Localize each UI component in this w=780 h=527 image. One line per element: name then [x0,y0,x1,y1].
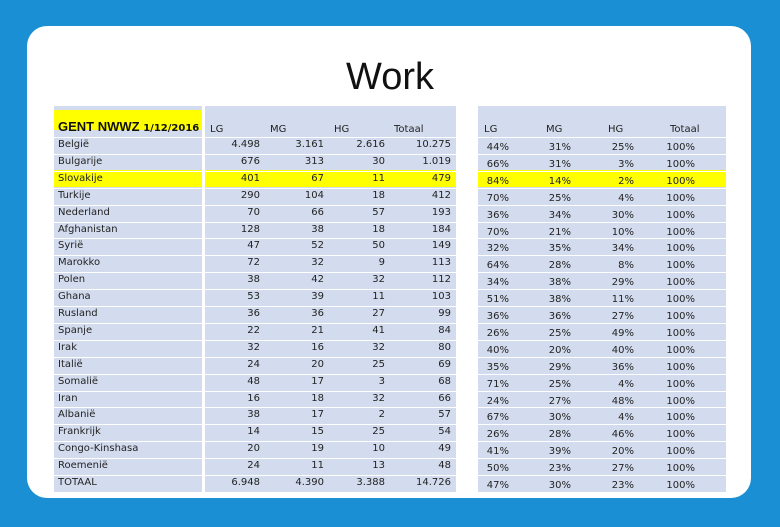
cell-mg: 36 [311,308,324,319]
cell-plg: 34% [486,277,509,288]
cell-pmg: 36% [548,311,571,322]
cell-mg: 17 [311,409,324,420]
row-label: Polen [58,274,86,285]
row-label: Roemenië [58,460,108,471]
cell-plg: 32% [486,243,509,254]
col-header-pct-totaal: Totaal [670,124,700,135]
cell-mg: 18 [311,393,324,404]
cell-plg: 40% [486,345,509,356]
cell-lg: 72 [247,257,260,268]
cell-mg: 11 [311,460,324,471]
cell-ptot: 100% [666,277,695,288]
row-divider [54,255,726,256]
cell-mg: 32 [311,257,324,268]
cell-mg: 104 [304,190,324,201]
cell-phg: 30% [611,210,634,221]
cell-tot: 184 [431,224,451,235]
cell-ptot: 100% [666,412,695,423]
cell-phg: 2% [618,176,634,187]
cell-hg: 50 [372,240,385,251]
row-divider [54,391,726,392]
cell-lg: 128 [240,224,260,235]
cell-plg: 50% [486,463,509,474]
cell-mg: 3.161 [295,139,324,150]
cell-ptot: 100% [666,379,695,390]
cell-hg: 3.388 [356,477,385,488]
cell-mg: 15 [311,426,324,437]
cell-mg: 66 [311,207,324,218]
cell-phg: 36% [611,362,634,373]
row-label: Congo-Kinshasa [58,443,139,454]
cell-lg: 24 [247,359,260,370]
row-label: Ghana [58,291,91,302]
cell-phg: 4% [618,193,634,204]
cell-mg: 39 [311,291,324,302]
cell-mg: 42 [311,274,324,285]
row-divider [54,154,726,155]
row-label: Italië [58,359,83,370]
cell-phg: 23% [611,480,634,491]
cell-tot: 54 [438,426,451,437]
cell-plg: 26% [486,328,509,339]
cell-lg: 38 [247,409,260,420]
cell-hg: 18 [372,190,385,201]
cell-hg: 25 [372,359,385,370]
data-table [54,106,726,492]
cell-phg: 11% [611,294,634,305]
table-header [58,119,199,134]
cell-tot: 1.019 [422,156,451,167]
cell-plg: 35% [486,362,509,373]
col-header-totaal: Totaal [394,124,424,135]
row-label: Frankrijk [58,426,101,437]
cell-pmg: 25% [548,379,571,390]
cell-hg: 32 [372,274,385,285]
row-label: Nederland [58,207,110,218]
cell-pmg: 30% [548,480,571,491]
row-label: TOTAAL [58,477,97,488]
header-date: 1/12/2016 [143,123,200,134]
row-divider [54,188,726,189]
row-divider [54,222,726,223]
cell-pmg: 25% [548,193,571,204]
row-divider [54,357,726,358]
cell-pmg: 38% [548,277,571,288]
cell-hg: 11 [372,173,385,184]
header-label: GENT NWWZ [58,119,140,134]
cell-pmg: 31% [548,142,571,153]
cell-plg: 64% [486,260,509,271]
cell-hg: 32 [372,393,385,404]
cell-pmg: 14% [548,176,571,187]
cell-plg: 36% [486,210,509,221]
cell-phg: 34% [611,243,634,254]
row-divider [54,441,726,442]
cell-phg: 48% [611,396,634,407]
cell-pmg: 21% [548,227,571,238]
col-header-pct-hg: HG [608,124,624,135]
cell-tot: 48 [438,460,451,471]
cell-lg: 53 [247,291,260,302]
cell-mg: 20 [311,359,324,370]
cell-hg: 30 [372,156,385,167]
row-label: Afghanistan [58,224,118,235]
cell-plg: 84% [486,176,509,187]
cell-mg: 38 [311,224,324,235]
cell-pmg: 23% [548,463,571,474]
cell-plg: 70% [486,193,509,204]
cell-ptot: 100% [666,311,695,322]
cell-plg: 67% [486,412,509,423]
cell-pmg: 30% [548,412,571,423]
cell-lg: 16 [247,393,260,404]
cell-lg: 22 [247,325,260,336]
cell-tot: 149 [431,240,451,251]
cell-plg: 71% [486,379,509,390]
cell-ptot: 100% [666,243,695,254]
row-divider [54,458,726,459]
row-divider [54,238,726,239]
cell-hg: 3 [378,376,385,387]
row-label: Bulgarije [58,156,103,167]
cell-mg: 313 [304,156,324,167]
row-label: Albanië [58,409,96,420]
cell-ptot: 100% [666,328,695,339]
cell-lg: 32 [247,342,260,353]
cell-ptot: 100% [666,193,695,204]
cell-lg: 676 [240,156,260,167]
cell-plg: 47% [486,480,509,491]
cell-hg: 13 [372,460,385,471]
cell-phg: 27% [611,463,634,474]
cell-lg: 70 [247,207,260,218]
col-header-mg: MG [270,124,287,135]
cell-hg: 10 [372,443,385,454]
cell-phg: 29% [611,277,634,288]
col-header-lg: LG [210,124,224,135]
cell-tot: 10.275 [416,139,451,150]
cell-plg: 24% [486,396,509,407]
cell-tot: 99 [438,308,451,319]
cell-ptot: 100% [666,294,695,305]
cell-ptot: 100% [666,480,695,491]
cell-ptot: 100% [666,176,695,187]
cell-tot: 84 [438,325,451,336]
row-label: Irak [58,342,77,353]
cell-ptot: 100% [666,362,695,373]
cell-tot: 479 [431,173,451,184]
cell-mg: 21 [311,325,324,336]
row-label: Slovakije [58,173,103,184]
cell-hg: 32 [372,342,385,353]
cell-tot: 66 [438,393,451,404]
cell-hg: 25 [372,426,385,437]
slide-title: Work [346,56,434,98]
cell-pmg: 20% [548,345,571,356]
cell-mg: 67 [311,173,324,184]
row-divider [54,137,726,138]
cell-pmg: 39% [548,446,571,457]
row-label: Turkije [58,190,91,201]
row-divider [54,374,726,375]
cell-plg: 66% [486,159,509,170]
cell-mg: 16 [311,342,324,353]
cell-hg: 41 [372,325,385,336]
row-divider [54,272,726,273]
row-label: Marokko [58,257,101,268]
cell-phg: 46% [611,429,634,440]
cell-hg: 2.616 [356,139,385,150]
row-divider [54,407,726,408]
cell-ptot: 100% [666,227,695,238]
cell-lg: 6.948 [231,477,260,488]
cell-hg: 11 [372,291,385,302]
cell-pmg: 25% [548,328,571,339]
col-header-pct-lg: LG [484,124,498,135]
cell-tot: 113 [431,257,451,268]
cell-mg: 17 [311,376,324,387]
row-label: Iran [58,393,78,404]
cell-hg: 18 [372,224,385,235]
cell-plg: 26% [486,429,509,440]
cell-tot: 68 [438,376,451,387]
cell-phg: 49% [611,328,634,339]
cell-plg: 36% [486,311,509,322]
cell-ptot: 100% [666,446,695,457]
row-divider [54,475,726,476]
cell-pmg: 27% [548,396,571,407]
cell-ptot: 100% [666,463,695,474]
cell-mg: 19 [311,443,324,454]
row-label: Rusland [58,308,98,319]
row-divider [54,205,726,206]
cell-pmg: 38% [548,294,571,305]
cell-phg: 8% [618,260,634,271]
cell-hg: 2 [378,409,385,420]
cell-lg: 14 [247,426,260,437]
cell-tot: 412 [431,190,451,201]
cell-lg: 20 [247,443,260,454]
row-divider [54,289,726,290]
row-divider [54,306,726,307]
col-header-pct-mg: MG [546,124,563,135]
cell-tot: 49 [438,443,451,454]
cell-plg: 44% [486,142,509,153]
row-divider [54,340,726,341]
cell-hg: 27 [372,308,385,319]
cell-phg: 27% [611,311,634,322]
cell-phg: 4% [618,412,634,423]
cell-lg: 47 [247,240,260,251]
cell-phg: 20% [611,446,634,457]
row-divider [54,171,726,172]
row-label: Somalië [58,376,99,387]
cell-lg: 48 [247,376,260,387]
cell-pmg: 28% [548,260,571,271]
cell-tot: 112 [431,274,451,285]
cell-ptot: 100% [666,142,695,153]
row-divider [54,323,726,324]
row-divider [54,424,726,425]
cell-pmg: 29% [548,362,571,373]
col-header-hg: HG [334,124,350,135]
cell-mg: 4.390 [295,477,324,488]
cell-pmg: 28% [548,429,571,440]
cell-lg: 401 [240,173,260,184]
cell-phg: 3% [618,159,634,170]
column-separator [202,106,205,492]
cell-ptot: 100% [666,429,695,440]
cell-plg: 41% [486,446,509,457]
cell-phg: 4% [618,379,634,390]
cell-tot: 103 [431,291,451,302]
cell-pmg: 34% [548,210,571,221]
cell-phg: 25% [611,142,634,153]
cell-lg: 290 [240,190,260,201]
cell-tot: 69 [438,359,451,370]
cell-tot: 193 [431,207,451,218]
cell-phg: 10% [611,227,634,238]
cell-hg: 57 [372,207,385,218]
cell-ptot: 100% [666,210,695,221]
cell-tot: 80 [438,342,451,353]
cell-lg: 4.498 [231,139,260,150]
cell-tot: 57 [438,409,451,420]
row-label: België [58,139,90,150]
row-label: Spanje [58,325,93,336]
cell-lg: 24 [247,460,260,471]
cell-ptot: 100% [666,260,695,271]
cell-mg: 52 [311,240,324,251]
cell-plg: 51% [486,294,509,305]
cell-ptot: 100% [666,159,695,170]
cell-pmg: 35% [548,243,571,254]
cell-lg: 36 [247,308,260,319]
cell-hg: 9 [378,257,385,268]
cell-ptot: 100% [666,345,695,356]
cell-plg: 70% [486,227,509,238]
cell-lg: 38 [247,274,260,285]
cell-ptot: 100% [666,396,695,407]
row-label: Syrië [58,240,84,251]
cell-pmg: 31% [548,159,571,170]
cell-phg: 40% [611,345,634,356]
cell-tot: 14.726 [416,477,451,488]
